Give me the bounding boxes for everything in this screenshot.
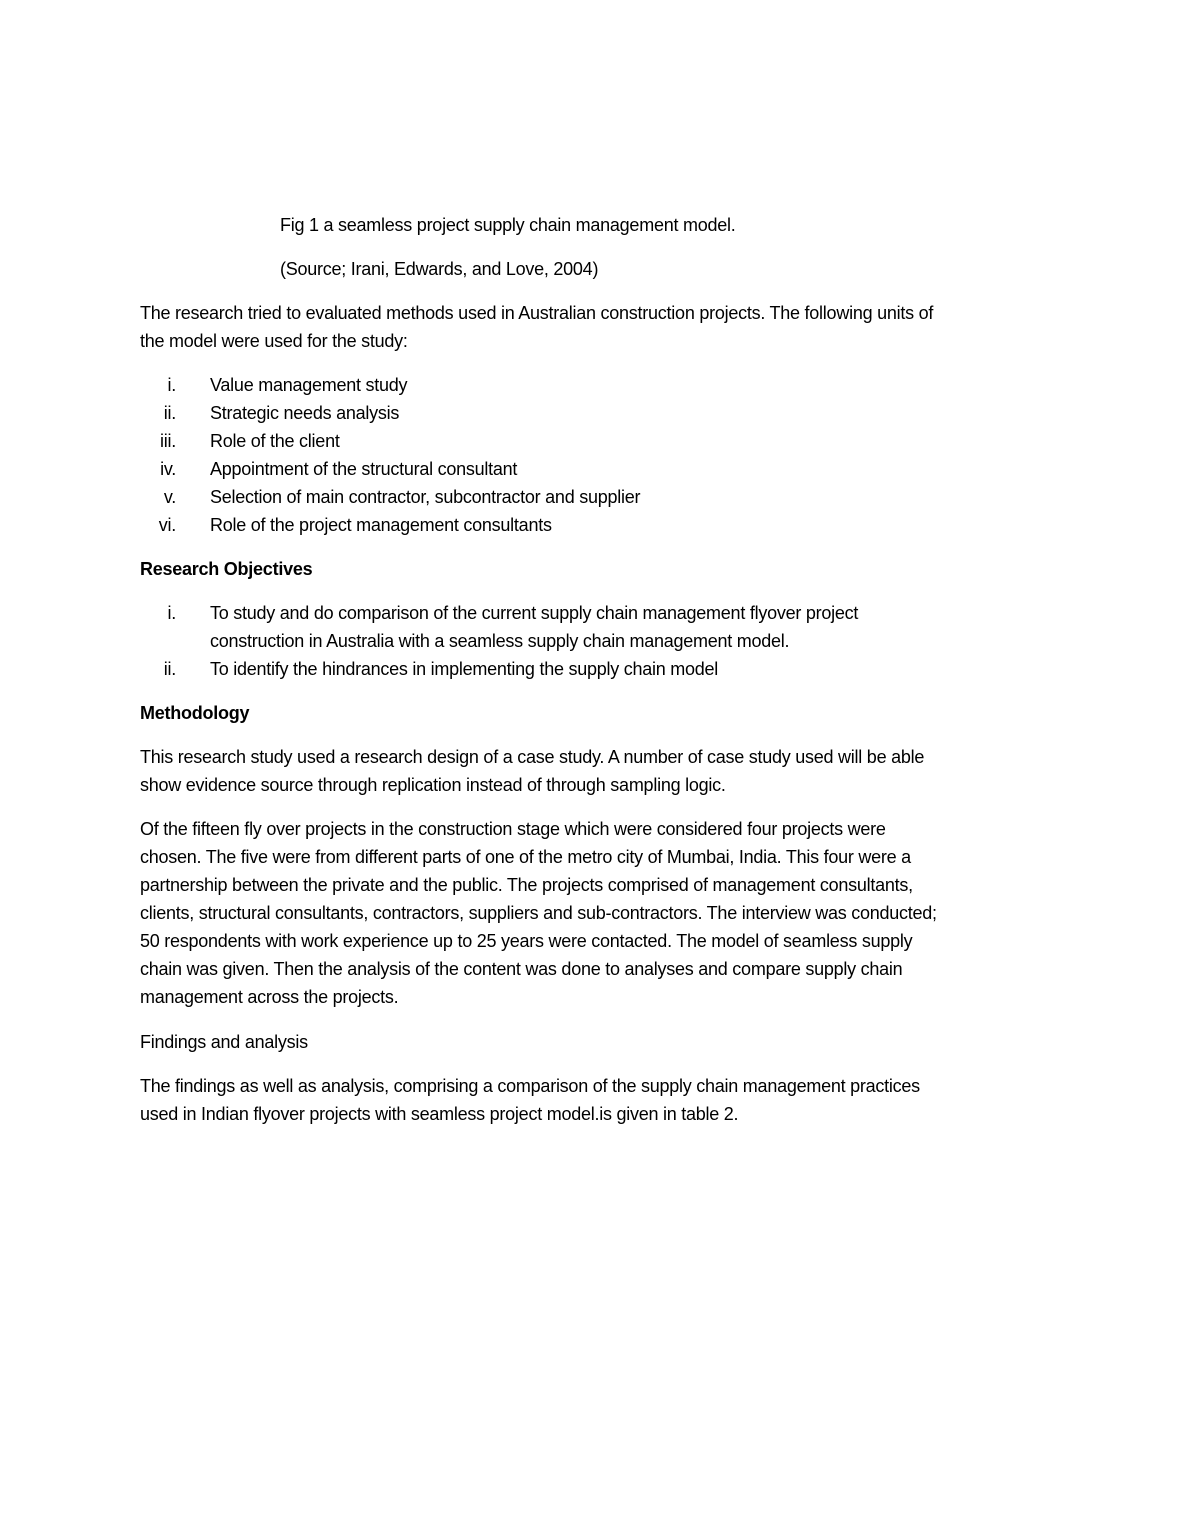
text-line: the model were used for the study: [140, 331, 408, 351]
list-item [140, 483, 1070, 511]
model-units-list [140, 371, 1070, 539]
list-number: v. [163, 487, 176, 507]
text-line: chosen. The five were from different parts of one of the metro city of Mumbai, India. This four were a [140, 847, 911, 867]
methodology-paragraph [140, 743, 1070, 799]
objectives-heading: Research Objectives [140, 559, 313, 579]
text-line: 50 respondents with work experience up to 25 years were contacted. The model of seamless supply [140, 931, 913, 951]
text-line: To study and do comparison of the current supply chain management flyover project [210, 603, 859, 623]
findings-heading: Findings and analysis [140, 1032, 308, 1052]
text-line: Of the fifteen fly over projects in the construction stage which were considered four projects were [140, 819, 886, 839]
list-number: iv. [160, 459, 176, 479]
list-item [140, 371, 1070, 399]
intro-paragraph [140, 299, 1070, 355]
list-item [140, 655, 1070, 683]
text-line: management across the projects. [140, 987, 399, 1007]
list-text: Role of the project management consultants [210, 515, 552, 535]
methodology-heading: Methodology [140, 703, 250, 723]
list-item [140, 399, 1070, 427]
text-line: clients, structural consultants, contractors, suppliers and sub-contractors. The interview was conducted; [140, 903, 937, 923]
text-line: The research tried to evaluated methods used in Australian construction projects. The following units of [140, 303, 934, 323]
text-line: construction in Australia with a seamless supply chain management model. [210, 631, 790, 651]
list-number: ii. [163, 659, 176, 679]
list-number: vi. [158, 515, 176, 535]
figure-caption [280, 211, 1190, 239]
list-text: Role of the client [210, 431, 340, 451]
list-text: Appointment of the structural consultant [210, 459, 518, 479]
list-item [140, 599, 1070, 655]
list-text: Selection of main contractor, subcontractor and supplier [210, 487, 641, 507]
list-text: To identify the hindrances in implementing the supply chain model [210, 659, 719, 679]
text-line: show evidence source through replication instead of through sampling logic. [140, 775, 726, 795]
list-item [140, 427, 1070, 455]
list-number: ii. [163, 403, 176, 423]
list-item [140, 455, 1070, 483]
methodology-paragraph [140, 815, 1070, 1011]
list-number: i. [167, 603, 176, 623]
text-line: used in Indian flyover projects with seamless project model.is given in table 2. [140, 1104, 739, 1124]
list-text: Value management study [210, 375, 408, 395]
figure-source [280, 255, 1190, 283]
objectives-list [140, 599, 1070, 683]
text-line: partnership between the private and the public. The projects comprised of management consultants, [140, 875, 913, 895]
figure-source-text: (Source; Irani, Edwards, and Love, 2004) [280, 259, 599, 279]
text-line: This research study used a research design of a case study. A number of case study used will be able [140, 747, 925, 767]
list-number: iii. [160, 431, 176, 451]
list-text [210, 599, 858, 655]
list-number: i. [167, 375, 176, 395]
findings-paragraph [140, 1072, 1070, 1128]
figure-caption-text: Fig 1 a seamless project supply chain management model. [280, 215, 736, 235]
text-line: The findings as well as analysis, comprising a comparison of the supply chain management practices [140, 1076, 920, 1096]
list-text: Strategic needs analysis [210, 403, 400, 423]
text-line: chain was given. Then the analysis of the content was done to analyses and compare supply chain [140, 959, 903, 979]
list-item [140, 511, 1070, 539]
